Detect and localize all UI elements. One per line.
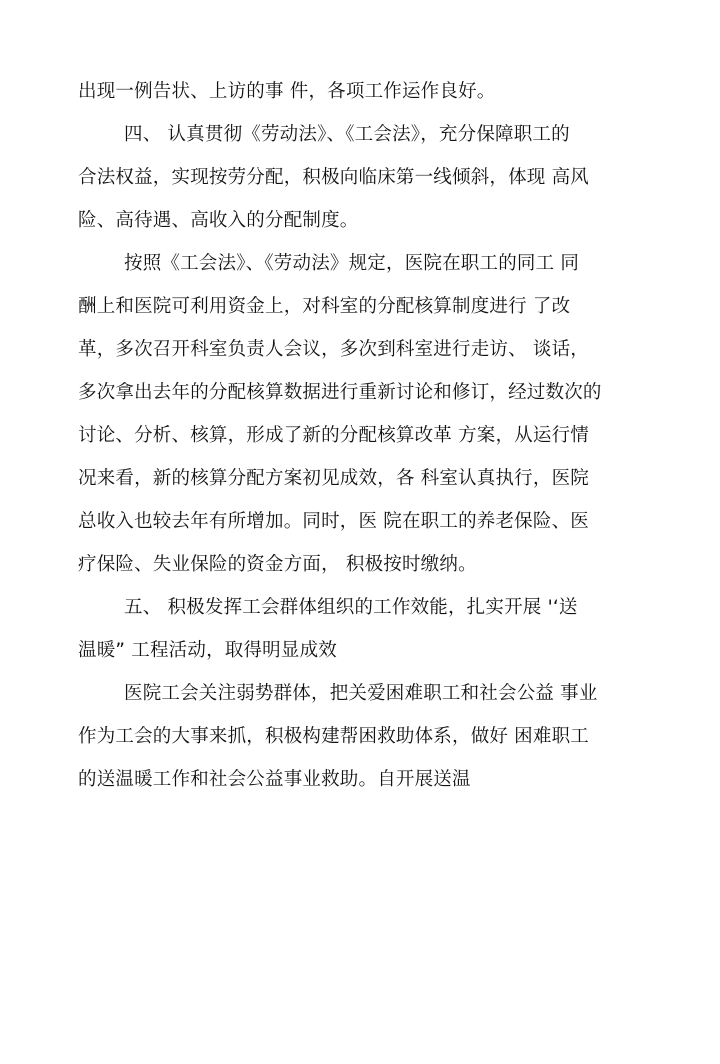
section-heading: 四、 认真贯彻《劳动法》、《工会法》，充分保障职工的: [124, 124, 570, 145]
text-line: 讨论、分析、核算，形成了新的分配核算改革 方案，从运行情: [78, 425, 589, 446]
text-line: 险、高待遇、高收入的分配制度。: [78, 210, 359, 231]
text-line: 革，多次召开科室负责人会议，多次到科室进行走访、 谈话，: [78, 339, 589, 360]
text-line: 作为工会的大事来抓，积极构建帮困救助体系，做好 困难职工: [78, 726, 589, 747]
text-line: 按照《工会法》、《劳动法》规定，医院在职工的同工 同: [124, 253, 580, 274]
section-heading: 五、 积极发挥工会群体组织的工作效能，扎实开展 '‘送: [124, 597, 578, 618]
text-line: 况来看，新的核算分配方案初见成效，各 科室认真执行，医院: [78, 468, 589, 489]
text-line: 多次拿出去年的分配核算数据进行重新讨论和修订，经过数次的: [78, 382, 602, 403]
text-line: 酬上和医院可利用资金上，对科室的分配核算制度进行 了改: [78, 296, 571, 317]
text-line: 疗保险、失业保险的资金方面， 积极按时缴纳。: [78, 554, 477, 575]
text-line: 温暖” 工程活动，取得明显成效: [78, 640, 337, 661]
text-line: 的送温暖工作和社会公益事业救助。自开展送温: [78, 769, 471, 790]
text-line: 合法权益，实现按劳分配，积极向临床第一线倾斜，体现 高风: [78, 167, 589, 188]
text-line: 出现一例告状、上访的事 件，各项工作运作良好。: [78, 81, 496, 102]
text-line: 医院工会关注弱势群体，把关爱困难职工和社会公益 事业: [124, 683, 598, 704]
text-line: 总收入也较去年有所增加。同时，医 院在职工的养老保险、医: [78, 511, 589, 532]
